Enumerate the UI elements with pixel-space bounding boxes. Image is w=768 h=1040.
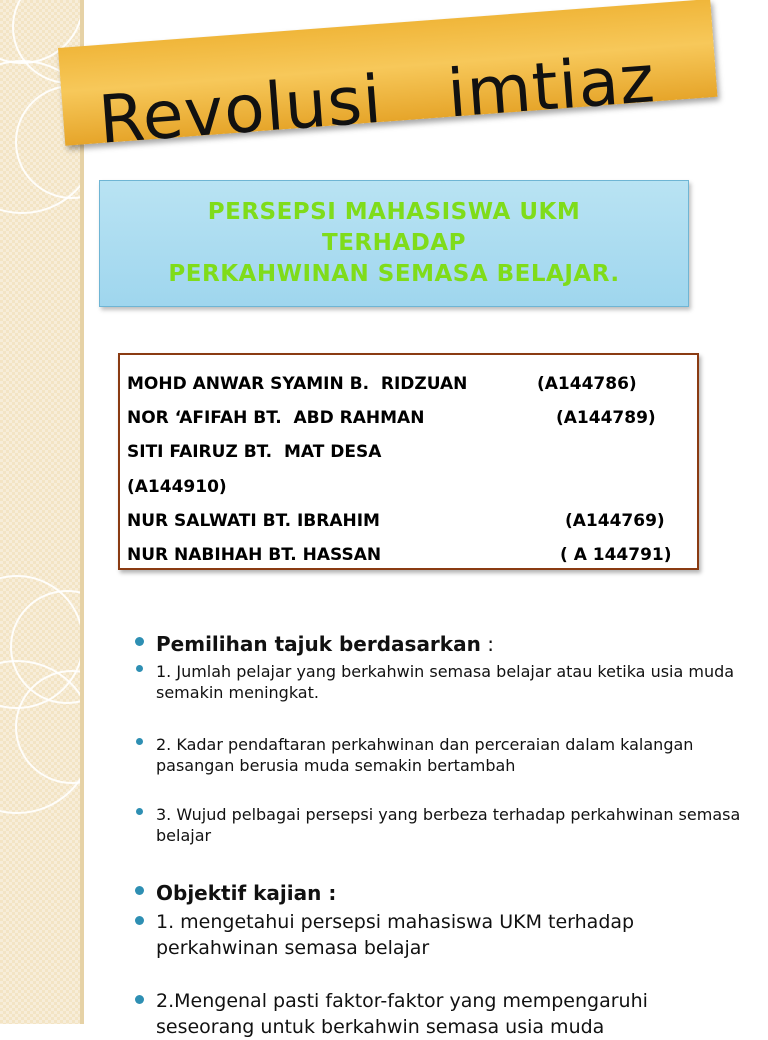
member-id: (A144789)	[556, 408, 656, 428]
selection-item: 3. Wujud pelbagai persepsi yang berbeza terhadap perkahwinan semasa belajar	[156, 805, 741, 845]
member-name: NUR SALWATI BT. IBRAHIM	[127, 511, 380, 531]
bullet-icon	[135, 995, 144, 1004]
bullet-icon	[135, 916, 144, 925]
subtitle-box	[99, 180, 689, 307]
subtitle-line-3: PERKAHWINAN SEMASA BELAJAR.	[168, 261, 620, 287]
decorative-side-strip	[0, 0, 84, 1024]
strip-divider	[80, 0, 84, 1024]
member-id: (A144910)	[127, 477, 227, 497]
member-id: (A144786)	[537, 374, 637, 394]
member-name: NUR NABIHAH BT. HASSAN	[127, 545, 382, 565]
member-name: NOR ‘AFIFAH BT. ABD RAHMAN	[127, 408, 425, 428]
objective-item: 2.Mengenal pasti faktor-faktor yang mempengaruhi seseorang untuk berkahwin semasa usia muda	[156, 990, 648, 1038]
objective-heading: Objektif kajian :	[156, 881, 337, 905]
subtitle-line-1: PERSEPSI MAHASISWA UKM	[207, 199, 581, 225]
bullet-icon	[136, 665, 143, 672]
group-members-box	[118, 353, 699, 570]
selection-item: 2. Kadar pendaftaran perkahwinan dan perceraian dalam kalangan pasangan berusia muda semakin bertambah	[156, 735, 694, 775]
selection-heading-colon: :	[480, 632, 494, 656]
subtitle-line-2: TERHADAP	[322, 230, 466, 256]
member-name: MOHD ANWAR SYAMIN B. RIDZUAN	[127, 374, 468, 394]
selection-heading	[156, 632, 494, 656]
member-id: ( A 144791)	[560, 545, 672, 565]
selection-item: 1. Jumlah pelajar yang berkahwin semasa belajar atau ketika usia muda semakin meningkat.	[156, 662, 735, 702]
bullet-icon	[135, 886, 144, 895]
bullet-icon	[135, 637, 144, 646]
member-name: SITI FAIRUZ BT. MAT DESA	[127, 442, 382, 462]
page-title: Revolusi imtiaz	[96, 40, 658, 159]
selection-heading-text: Pemilihan tajuk berdasarkan	[156, 632, 481, 656]
objective-item: 1. mengetahui persepsi mahasiswa UKM terhadap perkahwinan semasa belajar	[156, 911, 635, 959]
member-id: (A144769)	[565, 511, 665, 531]
bullet-icon	[136, 808, 143, 815]
bullet-icon	[136, 738, 143, 745]
